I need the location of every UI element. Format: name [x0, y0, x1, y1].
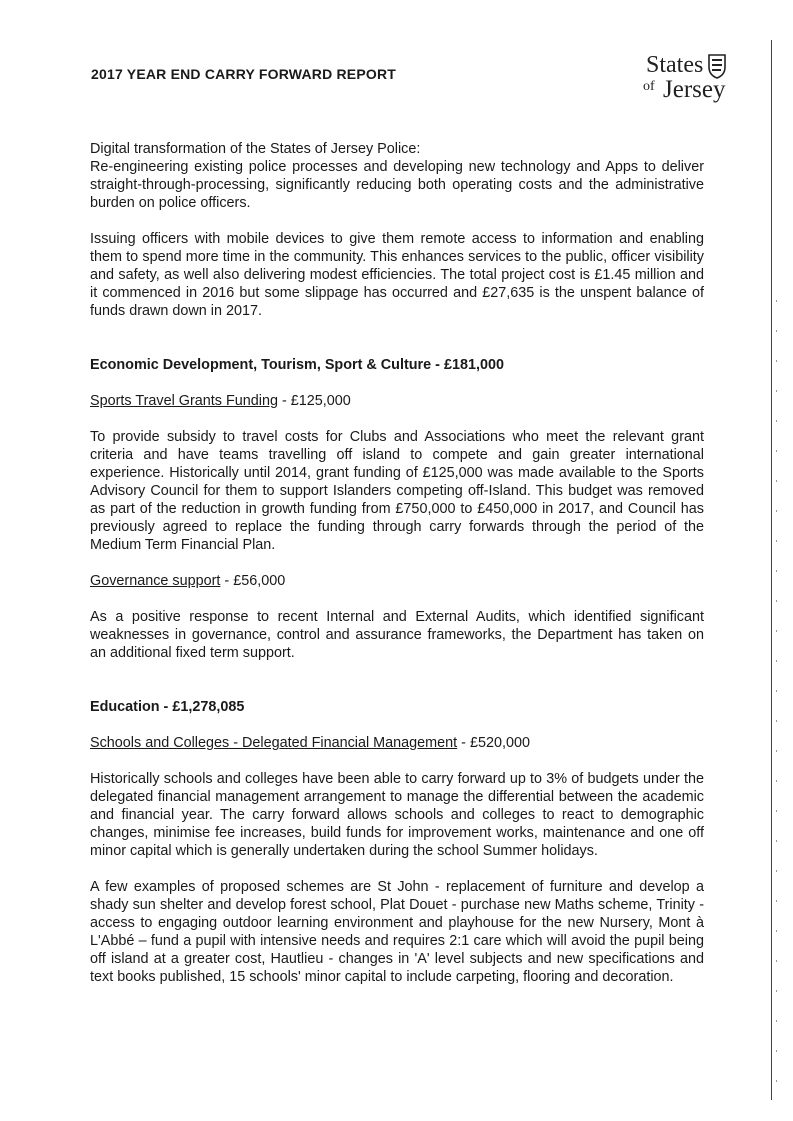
subsection-title: Governance support [90, 573, 221, 589]
states-of-jersey-logo [640, 52, 730, 108]
paragraph: A few examples of proposed schemes are St John - replacement of furniture and develop a shady sun shelter and develop forest school, Plat Douet - purchase new Maths scheme, Trinity - access to engaging outdoor learning environment and playhouse for the new Nursery, Mont à L'Abbé – fund a pupil with intensive needs and requires 2:1 care which will avoid the pupil being off island at a greater cost, Hautlieu - changes in 'A' level subjects and new specifications and text books published, 15 schools' minor capital to include carpeting, flooring and decoration. [90, 879, 704, 985]
report-body [90, 140, 704, 986]
logo-text-of: of [643, 79, 655, 94]
paragraph: Re-engineering existing police processes and developing new technology and Apps to deliver straight-through-processing, significantly reducing both operating costs and the administrative burden on police officers. [90, 159, 704, 211]
subsection-heading [90, 392, 704, 410]
paragraph: Historically schools and colleges have been able to carry forward up to 3% of budgets under the delegated financial management arrangement to manage the differential between the academic and financial year. The carry forward allows schools and colleges to react to demographic changes, minimise fee increases, build funds for improvement works, maintenance and one off minor capital which is generally undertaken during the school Summer holidays. [90, 771, 704, 859]
subsection-amount: - £125,000 [277, 393, 351, 409]
report-title: 2017 YEAR END CARRY FORWARD REPORT [91, 66, 397, 82]
subsection-title: Schools and Colleges - Delegated Financial Management [90, 735, 458, 751]
scan-edge-line [771, 40, 772, 1100]
jersey-crest-icon [707, 53, 727, 79]
subsection-title: Sports Travel Grants Funding [90, 393, 278, 409]
subsection-heading [90, 572, 704, 590]
logo-text-jersey: Jersey [663, 76, 726, 103]
scan-edge-dots [776, 300, 777, 1100]
logo-text-states: States [646, 52, 704, 78]
paragraph-lead: Digital transformation of the States of Jersey Police: [90, 141, 421, 157]
paragraph: Issuing officers with mobile devices to give them remote access to information and enabling them to spend more time in the community. This enhances services to the public, officer visibility and safety, as well also delivering modest efficiencies. The total project cost is £1.45 million and it commenced in 2016 but some slippage has occurred and £27,635 is the unspent balance of funds drawn down in 2017. [90, 231, 704, 319]
subsection-amount: - £56,000 [220, 573, 286, 589]
paragraph: As a positive response to recent Internal and External Audits, which identified significant weaknesses in governance, control and assurance frameworks, the Department has taken on an additional fixed term support. [90, 609, 704, 661]
subsection-amount: - £520,000 [457, 735, 530, 751]
section-heading: Economic Development, Tourism, Sport & Culture - £181,000 [90, 357, 504, 373]
paragraph: To provide subsidy to travel costs for Clubs and Associations who meet the relevant grant criteria and have teams travelling off island to compete and gain greater international experience. Historically until 2014, grant funding of £125,000 was made available to the Sports Advisory Council for them to support Islanders competing off-Island. This budget was removed as part of the reduction in growth funding from £750,000 to £450,000 in 2017, and Council has previously agreed to replace the funding through carry forwards through the period of the Medium Term Financial Plan. [90, 429, 704, 553]
section-heading: Education - £1,278,085 [90, 699, 245, 715]
subsection-heading [90, 734, 704, 752]
